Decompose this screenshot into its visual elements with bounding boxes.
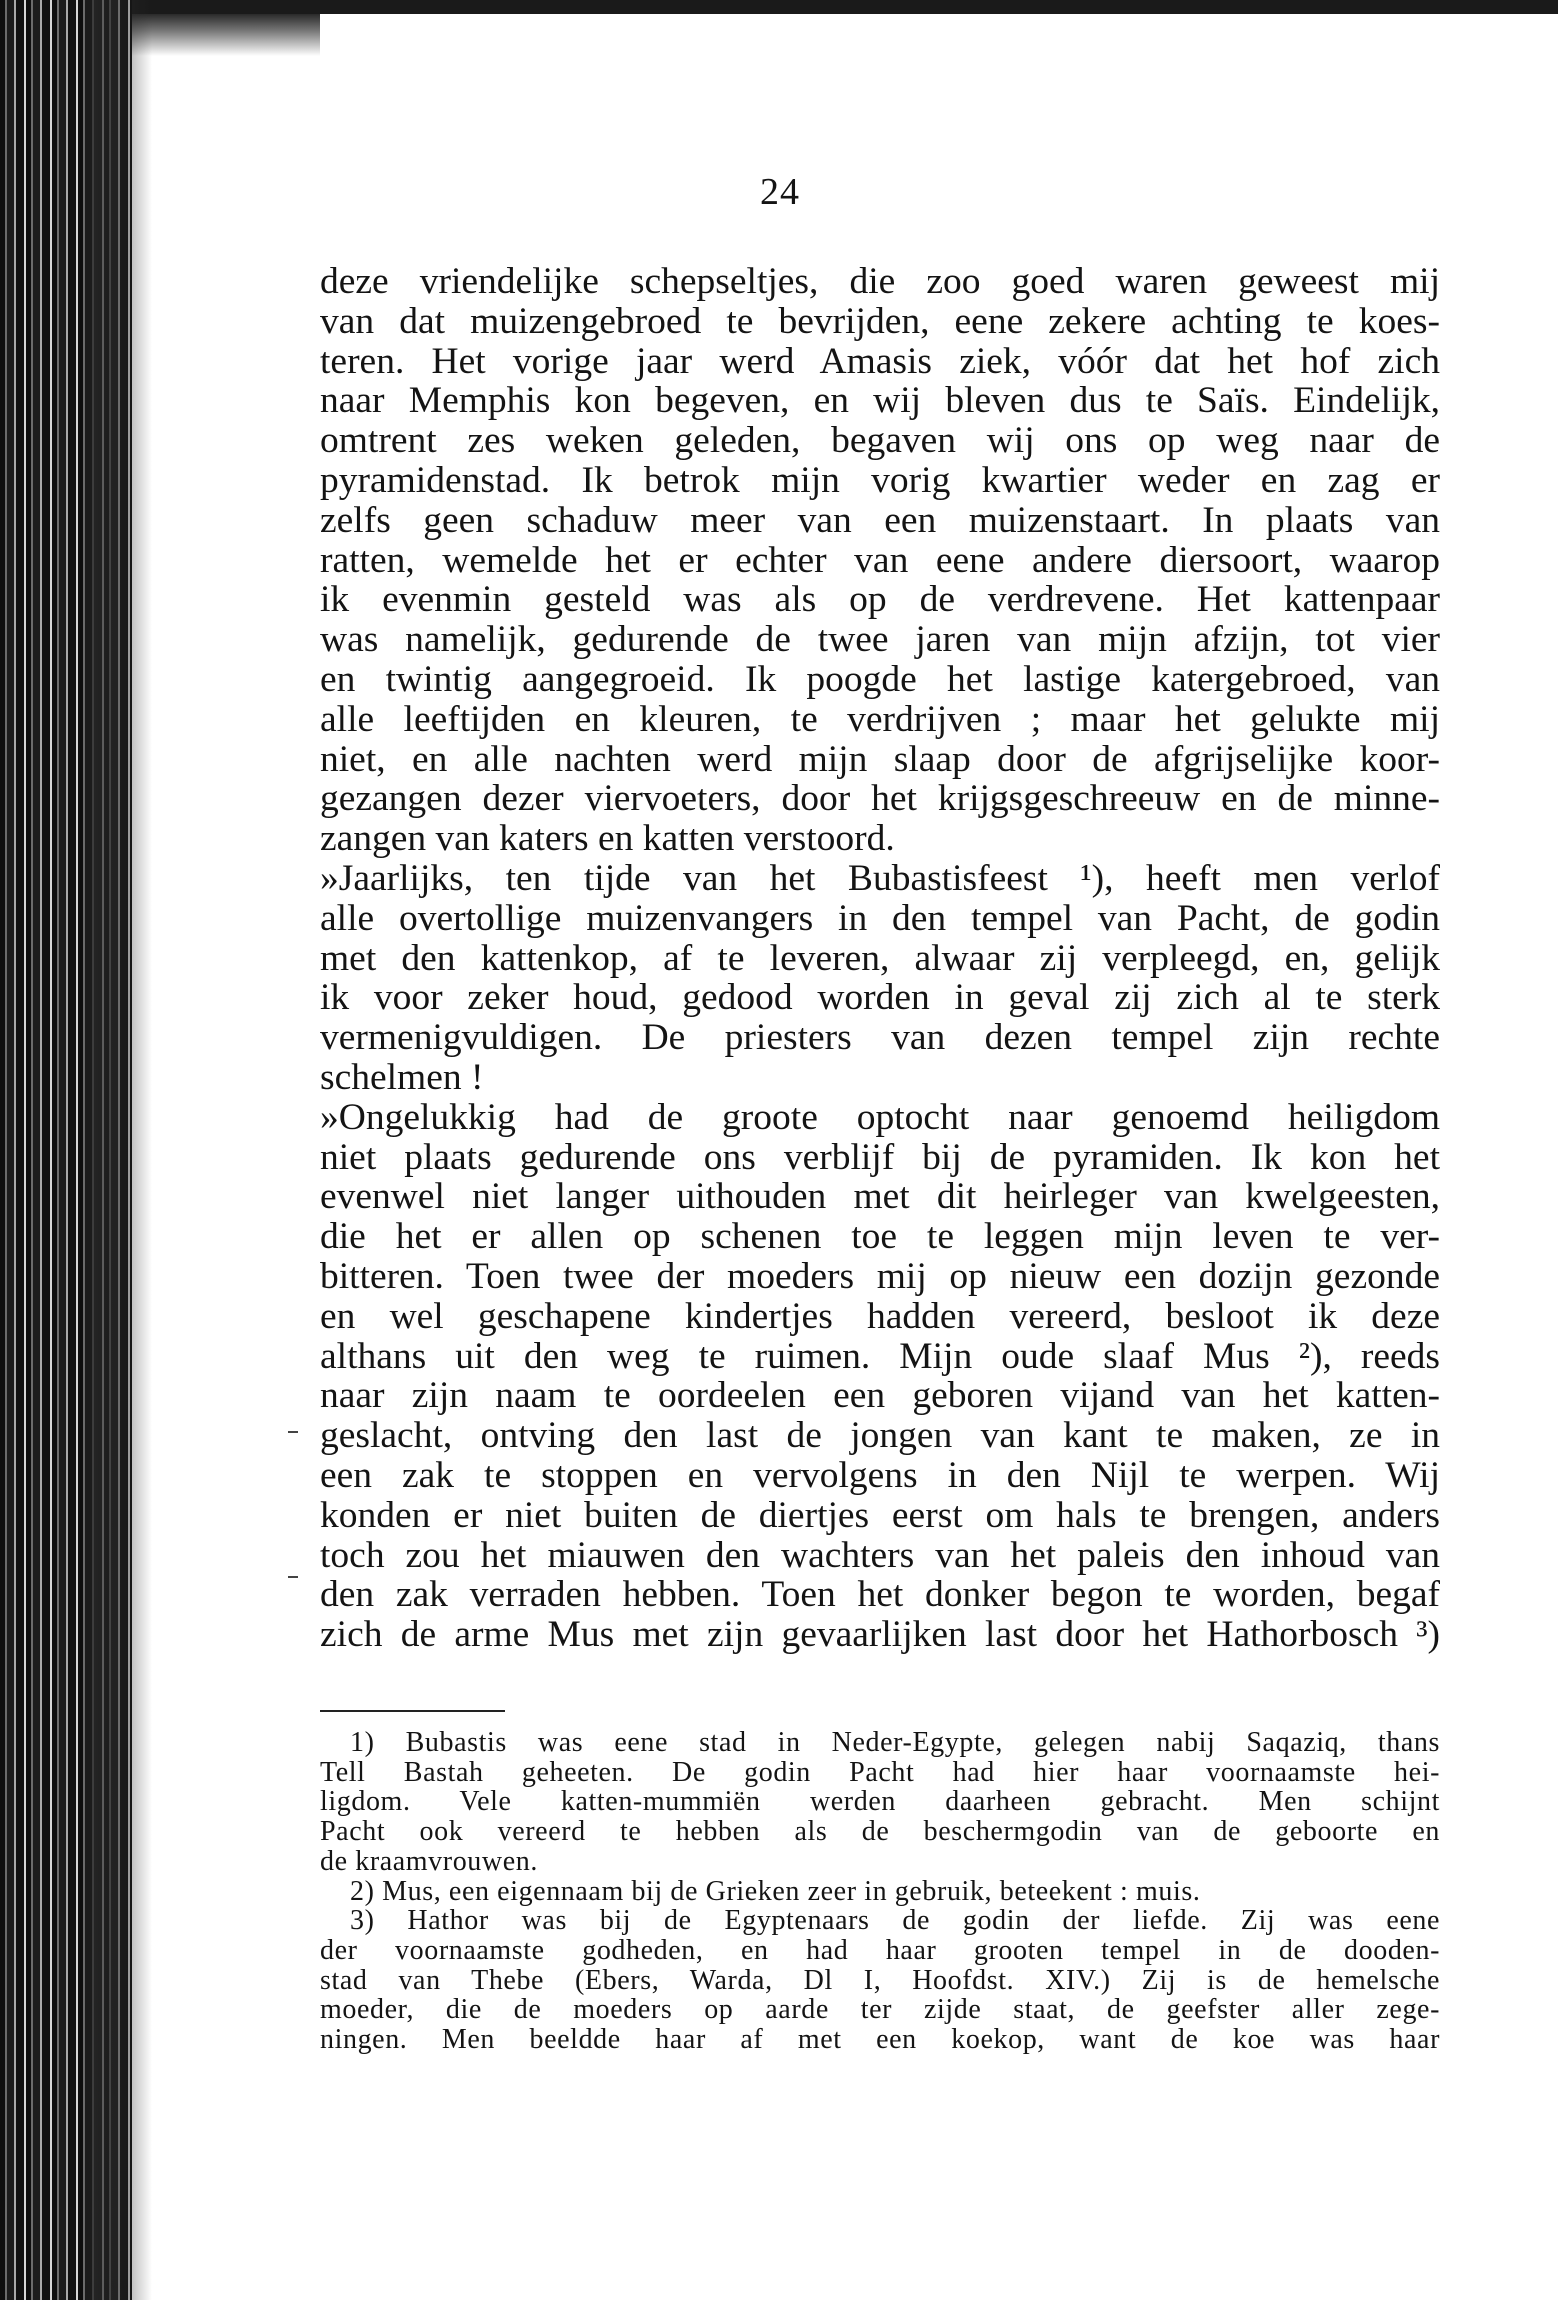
footnote-line: 1) Bubastis was eene stad in Neder-Egypte, gelegen nabij Saqaziq, thans [350, 1727, 1440, 1758]
footnote-line: ningen. Men beeldde haar af met een koekop, want de koe was haar [320, 2024, 1440, 2056]
text-line: die het er allen op schenen toe te leggen mijn leven te ver- [320, 1216, 1440, 1258]
text-line: pyramidenstad. Ik betrok mijn vorig kwartier weder en zag er [320, 459, 1440, 501]
footnote-line: der voornaamste godheden, en had haar grooten tempel in de dooden- [320, 1934, 1440, 1966]
text-line: deze vriendelijke schepseltjes, die zoo goed waren geweest mij [320, 261, 1440, 302]
text-line: ik voor zeker houd, gedood worden in geval zij zich al te sterk [320, 977, 1440, 1019]
text-line: met den kattenkop, af te leveren, alwaar zij verpleegd, en, gelijk [320, 937, 1440, 979]
body-text [320, 262, 1440, 1655]
text-line: een zak te stoppen en vervolgens in den Nijl te werpen. Wij [320, 1454, 1440, 1496]
text-line: »Ongelukkig had de groote optocht naar genoemd heiligdom [320, 1096, 1440, 1138]
text-line: ratten, wemelde het er echter van eene andere diersoort, waarop [320, 539, 1440, 581]
text-line: gezangen dezer viervoeters, door het krijgsgeschreeuw en de minne- [320, 778, 1440, 820]
footnote-line: de kraamvrouwen. [320, 1845, 538, 1877]
margin-mark [288, 1431, 298, 1433]
footnotes [320, 1728, 1440, 2055]
text-line: en twintig aangegroeid. Ik poogde het lastige katergebroed, van [320, 658, 1440, 700]
text-line: vermenigvuldigen. De priesters van dezen tempel zijn rechte [320, 1017, 1440, 1059]
page-number: 24 [760, 171, 800, 213]
footnote-line: Pacht ook vereerd te hebben als de beschermgodin van de geboorte en [320, 1816, 1440, 1848]
text-line: omtrent zes weken geleden, begaven wij ons op weg naar de [320, 420, 1440, 462]
text-line: evenwel niet langer uithouden met dit heirleger van kwelgeesten, [320, 1176, 1440, 1218]
text-line: alle overtollige muizenvangers in den tempel van Pacht, de godin [320, 897, 1440, 939]
text-line: naar zijn naam te oordeelen een geboren vijand van het katten- [320, 1375, 1440, 1417]
footnote-line: stad van Thebe (Ebers, Warda, Dl I, Hoofdst. XIV.) Zij is de hemelsche [320, 1964, 1440, 1996]
text-line: niet, en alle nachten werd mijn slaap door de afgrijselijke koor- [320, 738, 1440, 780]
footnote-line: moeder, die de moeders op aarde ter zijde staat, de geefster aller zege- [320, 1994, 1440, 2026]
binding-shadow [92, 0, 152, 2300]
text-line: konden er niet buiten de diertjes eerst om hals te brengen, anders [320, 1494, 1440, 1536]
text-line: toch zou het miauwen den wachters van het paleis den inhoud van [320, 1534, 1440, 1576]
footnote-line: ligdom. Vele katten-mummiën werden daarheen gebracht. Men schijnt [320, 1786, 1440, 1818]
text-line: zelfs geen schaduw meer van een muizenstaart. In plaats van [320, 499, 1440, 541]
text-line: ik evenmin gesteld was als op de verdrevene. Het kattenpaar [320, 579, 1440, 621]
text-line: van dat muizengebroed te bevrijden, eene zekere achting te koes- [320, 300, 1440, 342]
text-line: geslacht, ontving den last de jongen van kant te maken, ze in [320, 1415, 1440, 1457]
footnote-line: 3) Hathor was bij de Egyptenaars de godin der liefde. Zij was eene [350, 1905, 1440, 1937]
text-line: en wel geschapene kindertjes hadden vereerd, besloot ik deze [320, 1295, 1440, 1337]
text-line: schelmen ! [320, 1056, 484, 1098]
text-line: zich de arme Mus met zijn gevaarlijken last door het Hathorbosch ³) [320, 1614, 1440, 1656]
margin-mark [288, 1576, 298, 1578]
text-line: naar Memphis kon begeven, en wij bleven dus te Saïs. Eindelijk, [320, 380, 1440, 422]
text-line: zangen van katers en katten verstoord. [320, 818, 895, 860]
footnote-line: Tell Bastah geheeten. De godin Pacht had hier haar voornaamste hei- [320, 1756, 1440, 1788]
text-line: niet plaats gedurende ons verblijf bij de pyramiden. Ik kon het [320, 1136, 1440, 1178]
text-line: alle leeftijden en kleuren, te verdrijven ; maar het gelukte mij [320, 698, 1440, 740]
text-line: bitteren. Toen twee der moeders mij op nieuw een dozijn gezonde [320, 1255, 1440, 1297]
text-line: althans uit den weg te ruimen. Mijn oude slaaf Mus ²), reeds [320, 1335, 1440, 1377]
text-line: teren. Het vorige jaar werd Amasis ziek, vóór dat het hof zich [320, 340, 1440, 382]
text-line: »Jaarlijks, ten tijde van het Bubastisfeest ¹), heeft men verlof [320, 857, 1440, 899]
footnote-separator [320, 1710, 505, 1712]
text-line: was namelijk, gedurende de twee jaren van mijn afzijn, tot vier [320, 619, 1440, 661]
footnote-line: 2) Mus, een eigennaam bij de Grieken zeer in gebruik, beteekent : muis. [350, 1875, 1201, 1907]
text-line: den zak verraden hebben. Toen het donker begon te worden, begaf [320, 1574, 1440, 1616]
scan-top-edge [0, 0, 1558, 14]
